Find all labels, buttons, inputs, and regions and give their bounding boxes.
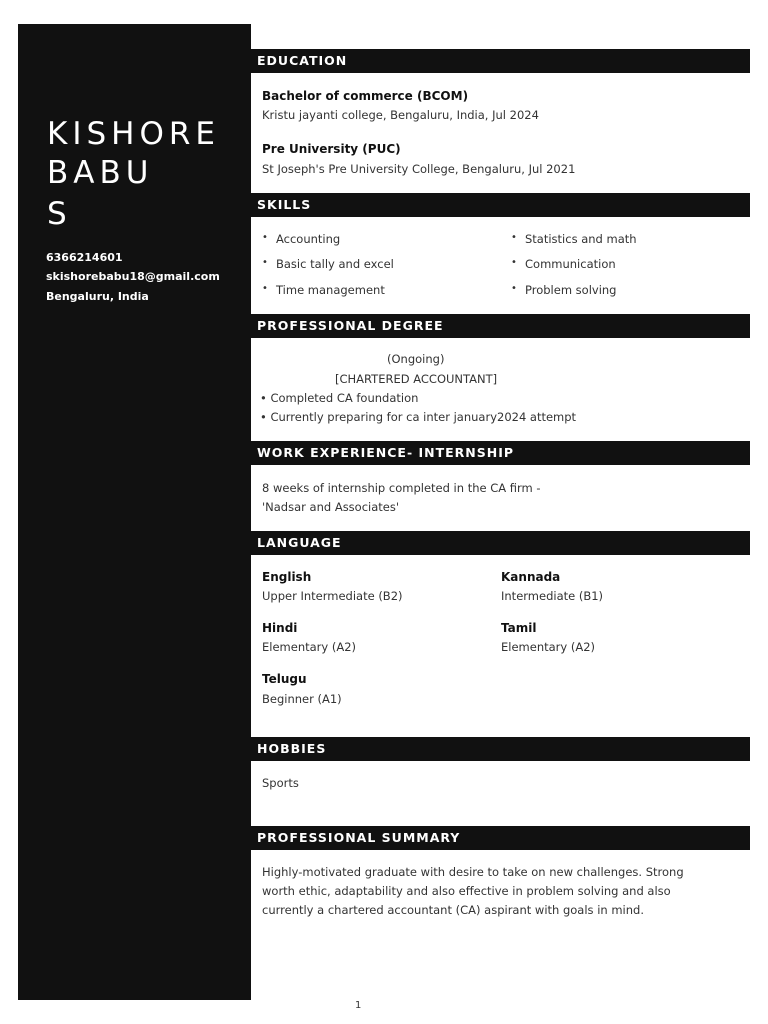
degree-title: [CHARTERED ACCOUNTANT] xyxy=(335,372,498,386)
hobbies-text: Sports xyxy=(262,776,299,790)
work-experience-heading: WORK EXPERIENCE- INTERNSHIP xyxy=(251,441,750,465)
name-line-1: KISHORE xyxy=(47,116,220,152)
main-content xyxy=(251,0,768,1024)
hobbies-heading: HOBBIES xyxy=(251,737,750,761)
skills-heading: SKILLS xyxy=(251,193,750,217)
summary-line: Highly-motivated graduate with desire to take on new challenges. Strong xyxy=(262,865,684,879)
degree-status: (Ongoing) xyxy=(387,352,445,366)
name-line-2: BABU xyxy=(47,155,154,191)
work-experience-line: 'Nadsar and Associates' xyxy=(262,500,400,514)
professional-degree-heading: PROFESSIONAL DEGREE xyxy=(251,314,750,338)
education-heading: EDUCATION xyxy=(251,49,750,73)
degree-point: • Completed CA foundation xyxy=(260,391,419,405)
language-level: Upper Intermediate (B2) xyxy=(262,589,403,603)
language-level: Elementary (A2) xyxy=(501,640,596,654)
language-level: Intermediate (B1) xyxy=(501,589,604,603)
education-detail-1: Kristu jayanti college, Bengaluru, India, Jul 2024 xyxy=(262,108,539,122)
skill-item: • Basic tally and excel xyxy=(276,257,394,271)
language-heading: LANGUAGE xyxy=(251,531,750,555)
language-name: English xyxy=(262,570,312,584)
summary-line: currently a chartered accountant (CA) aspirant with goals in mind. xyxy=(262,903,644,917)
phone-number: 6366214601 xyxy=(46,251,123,264)
skill-item: • Communication xyxy=(525,257,616,271)
name-line-3: S xyxy=(47,196,72,232)
skill-item: • Problem solving xyxy=(525,283,616,297)
language-level: Beginner (A1) xyxy=(262,692,342,706)
email-address: skishorebabu18@gmail.com xyxy=(46,270,220,283)
language-name: Kannada xyxy=(501,570,561,584)
summary-heading: PROFESSIONAL SUMMARY xyxy=(251,826,750,850)
language-name: Telugu xyxy=(262,672,307,686)
page-number: 1 xyxy=(355,1000,362,1011)
education-detail-2: St Joseph's Pre University College, Bengaluru, Jul 2021 xyxy=(262,162,576,176)
degree-point: • Currently preparing for ca inter january2024 attempt xyxy=(260,410,577,424)
education-degree-2: Pre University (PUC) xyxy=(262,142,401,156)
location: Bengaluru, India xyxy=(46,290,149,303)
language-level: Elementary (A2) xyxy=(262,640,357,654)
skill-item: • Time management xyxy=(276,283,385,297)
language-name: Hindi xyxy=(262,621,298,635)
sidebar xyxy=(18,24,251,1000)
language-name: Tamil xyxy=(501,621,537,635)
skill-item: • Accounting xyxy=(276,232,340,246)
summary-line: worth ethic, adaptability and also effective in problem solving and also xyxy=(262,884,671,898)
education-degree-1: Bachelor of commerce (BCOM) xyxy=(262,89,469,103)
work-experience-line: 8 weeks of internship completed in the CA firm - xyxy=(262,481,541,495)
skill-item: • Statistics and math xyxy=(525,232,637,246)
